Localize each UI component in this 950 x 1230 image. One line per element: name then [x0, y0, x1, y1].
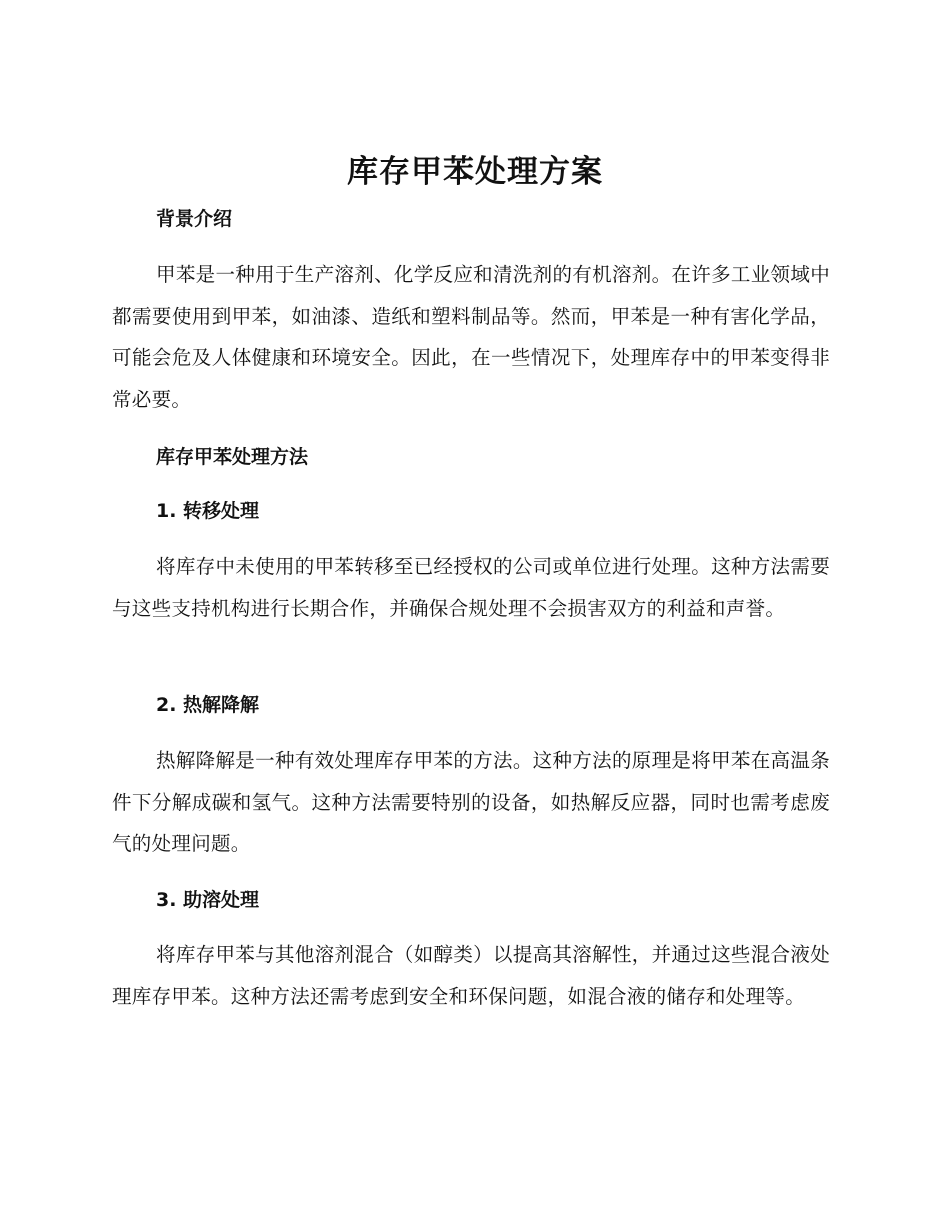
section-heading-transfer: 1. 转移处理: [156, 500, 260, 522]
section-heading-cosolvent: 3. 助溶处理: [156, 889, 260, 911]
section-heading-pyrolysis: 2. 热解降解: [156, 694, 260, 716]
section-paragraph-background: 甲苯是一种用于生产溶剂、化学反应和清洗剂的有机溶剂。在许多工业领域中都需要使用到甲苯，如油漆、造纸和塑料制品等。然而，甲苯是一种有害化学品，可能会危及人体健康和环境安全。因此，在一些情况下，处理库存中的甲苯变得非常必要。: [112, 263, 830, 411]
section-paragraph-transfer: 将库存中未使用的甲苯转移至已经授权的公司或单位进行处理。这种方法需要与这些支持机构进行长期合作，并确保合规处理不会损害双方的利益和声誉。: [112, 555, 830, 620]
section-heading-methods: 库存甲苯处理方法: [156, 446, 309, 468]
document-title: 库存甲苯处理方案: [347, 154, 603, 190]
section-paragraph-pyrolysis: 热解降解是一种有效处理库存甲苯的方法。这种方法的原理是将甲苯在高温条件下分解成碳和氢气。这种方法需要特别的设备，如热解反应器，同时也需考虑废气的处理问题。: [112, 749, 830, 855]
section-heading-background: 背景介绍: [156, 208, 233, 230]
section-paragraph-cosolvent: 将库存甲苯与其他溶剂混合（如醇类）以提高其溶解性，并通过这些混合液处理库存甲苯。这种方法还需考虑到安全和环保问题，如混合液的储存和处理等。: [112, 943, 830, 1008]
